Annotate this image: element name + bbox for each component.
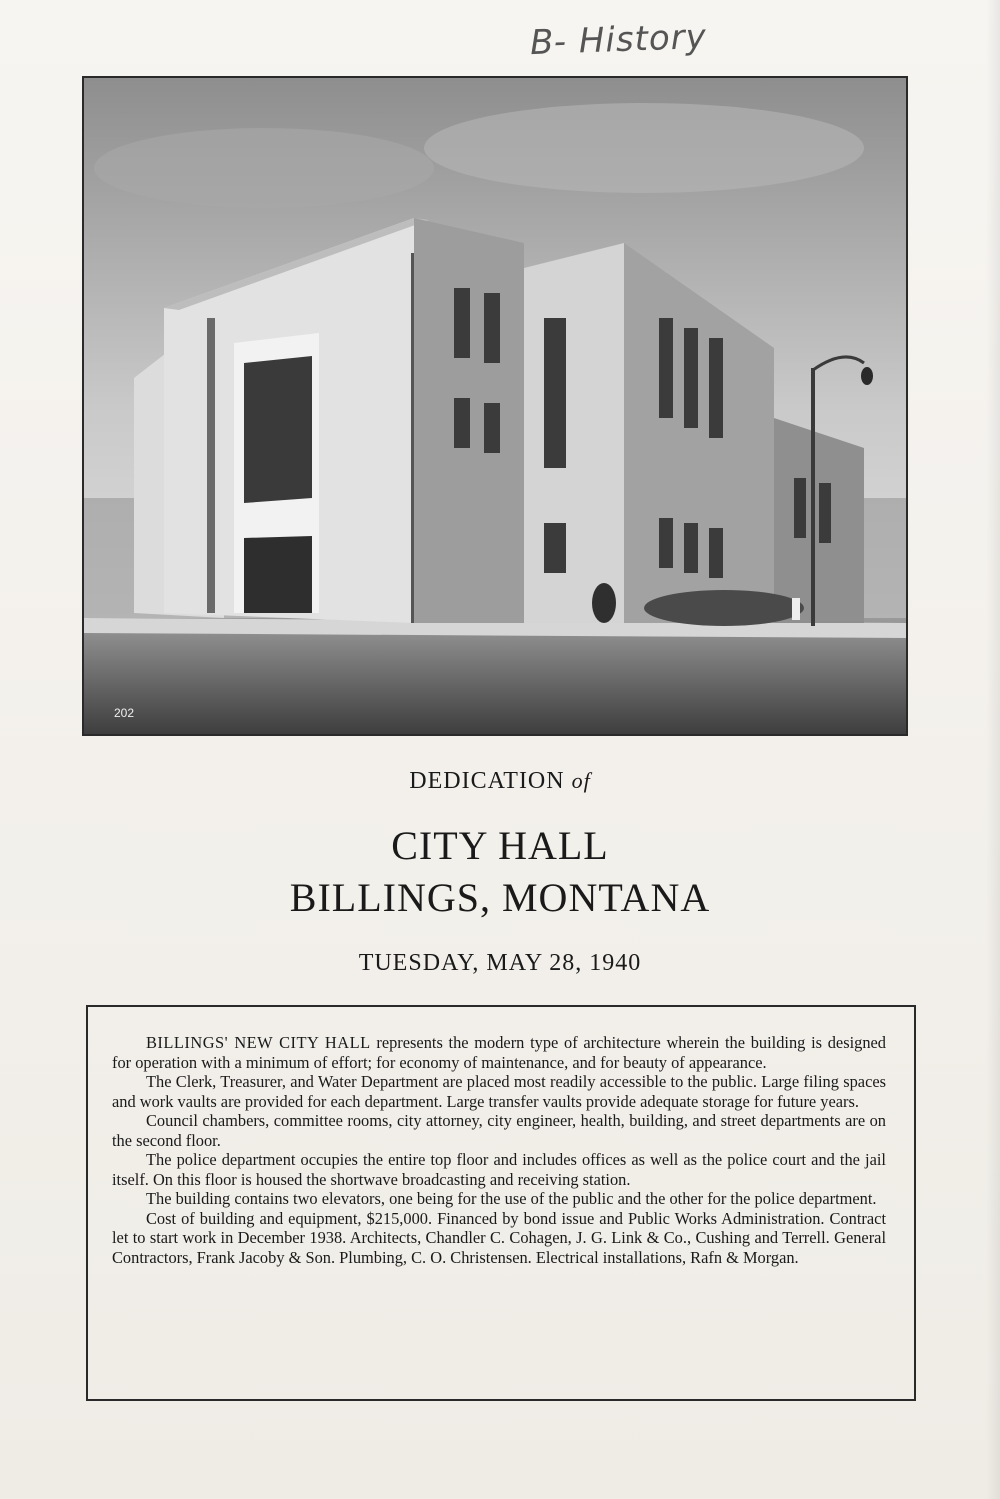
page-edge-shadow: [986, 0, 1000, 1499]
building-illustration: [84, 78, 906, 734]
photo-caption-code: 202: [114, 706, 135, 720]
paragraph-cost: Cost of building and equipment, $215,000. Financed by bond issue and Public Works Administration. Contract let to start work in December 1938. Architects, Chandler C. Cohagen, J. G. Link & Co., Cushing and Terrell. General Contractors, Frank Jacoby & Son. Plumbing, C. O. Christensen. Electrical installations, Rafn & Morgan.: [112, 1208, 886, 1267]
paragraph-elevators: The building contains two elevators, one being for the use of the public and the other for the police department.: [146, 1189, 877, 1208]
dedication-word: DEDICATION: [409, 768, 565, 794]
paragraph-top-floor: The police department occupies the entire top floor and includes offices as well as the police court and the jail itself. On this floor is housed the shortwave broadcasting and receiving station.: [112, 1150, 886, 1189]
paragraph-intro: [112, 1033, 886, 1072]
description-box: [86, 1005, 916, 1401]
intro-text: represents the modern type of architecture wherein the building is designed for operation with a minimum of effort; for economy of maintenance, and for beauty of appearance.: [112, 1033, 886, 1072]
title-line-2: BILLINGS, MONTANA: [289, 875, 711, 920]
intro-lead: BILLINGS' NEW CITY HALL: [146, 1033, 371, 1052]
title-line-1: CITY HALL: [391, 823, 609, 868]
handwritten-note: B- History: [529, 16, 708, 64]
dedication-date: TUESDAY, MAY 28, 1940: [358, 950, 642, 976]
dedication-of: of: [571, 768, 591, 793]
dedication-heading: [0, 768, 1000, 795]
paragraph-first-floor: The Clerk, Treasurer, and Water Department are placed most readily accessible to the public. Large filing spaces and work vaults are provided for each department. Large transfer vaults provide adequate storage for future years.: [112, 1072, 886, 1111]
city-hall-photo: [82, 76, 908, 736]
paragraph-second-floor: Council chambers, committee rooms, city attorney, city engineer, health, building, and street departments are on the second floor.: [112, 1111, 886, 1150]
